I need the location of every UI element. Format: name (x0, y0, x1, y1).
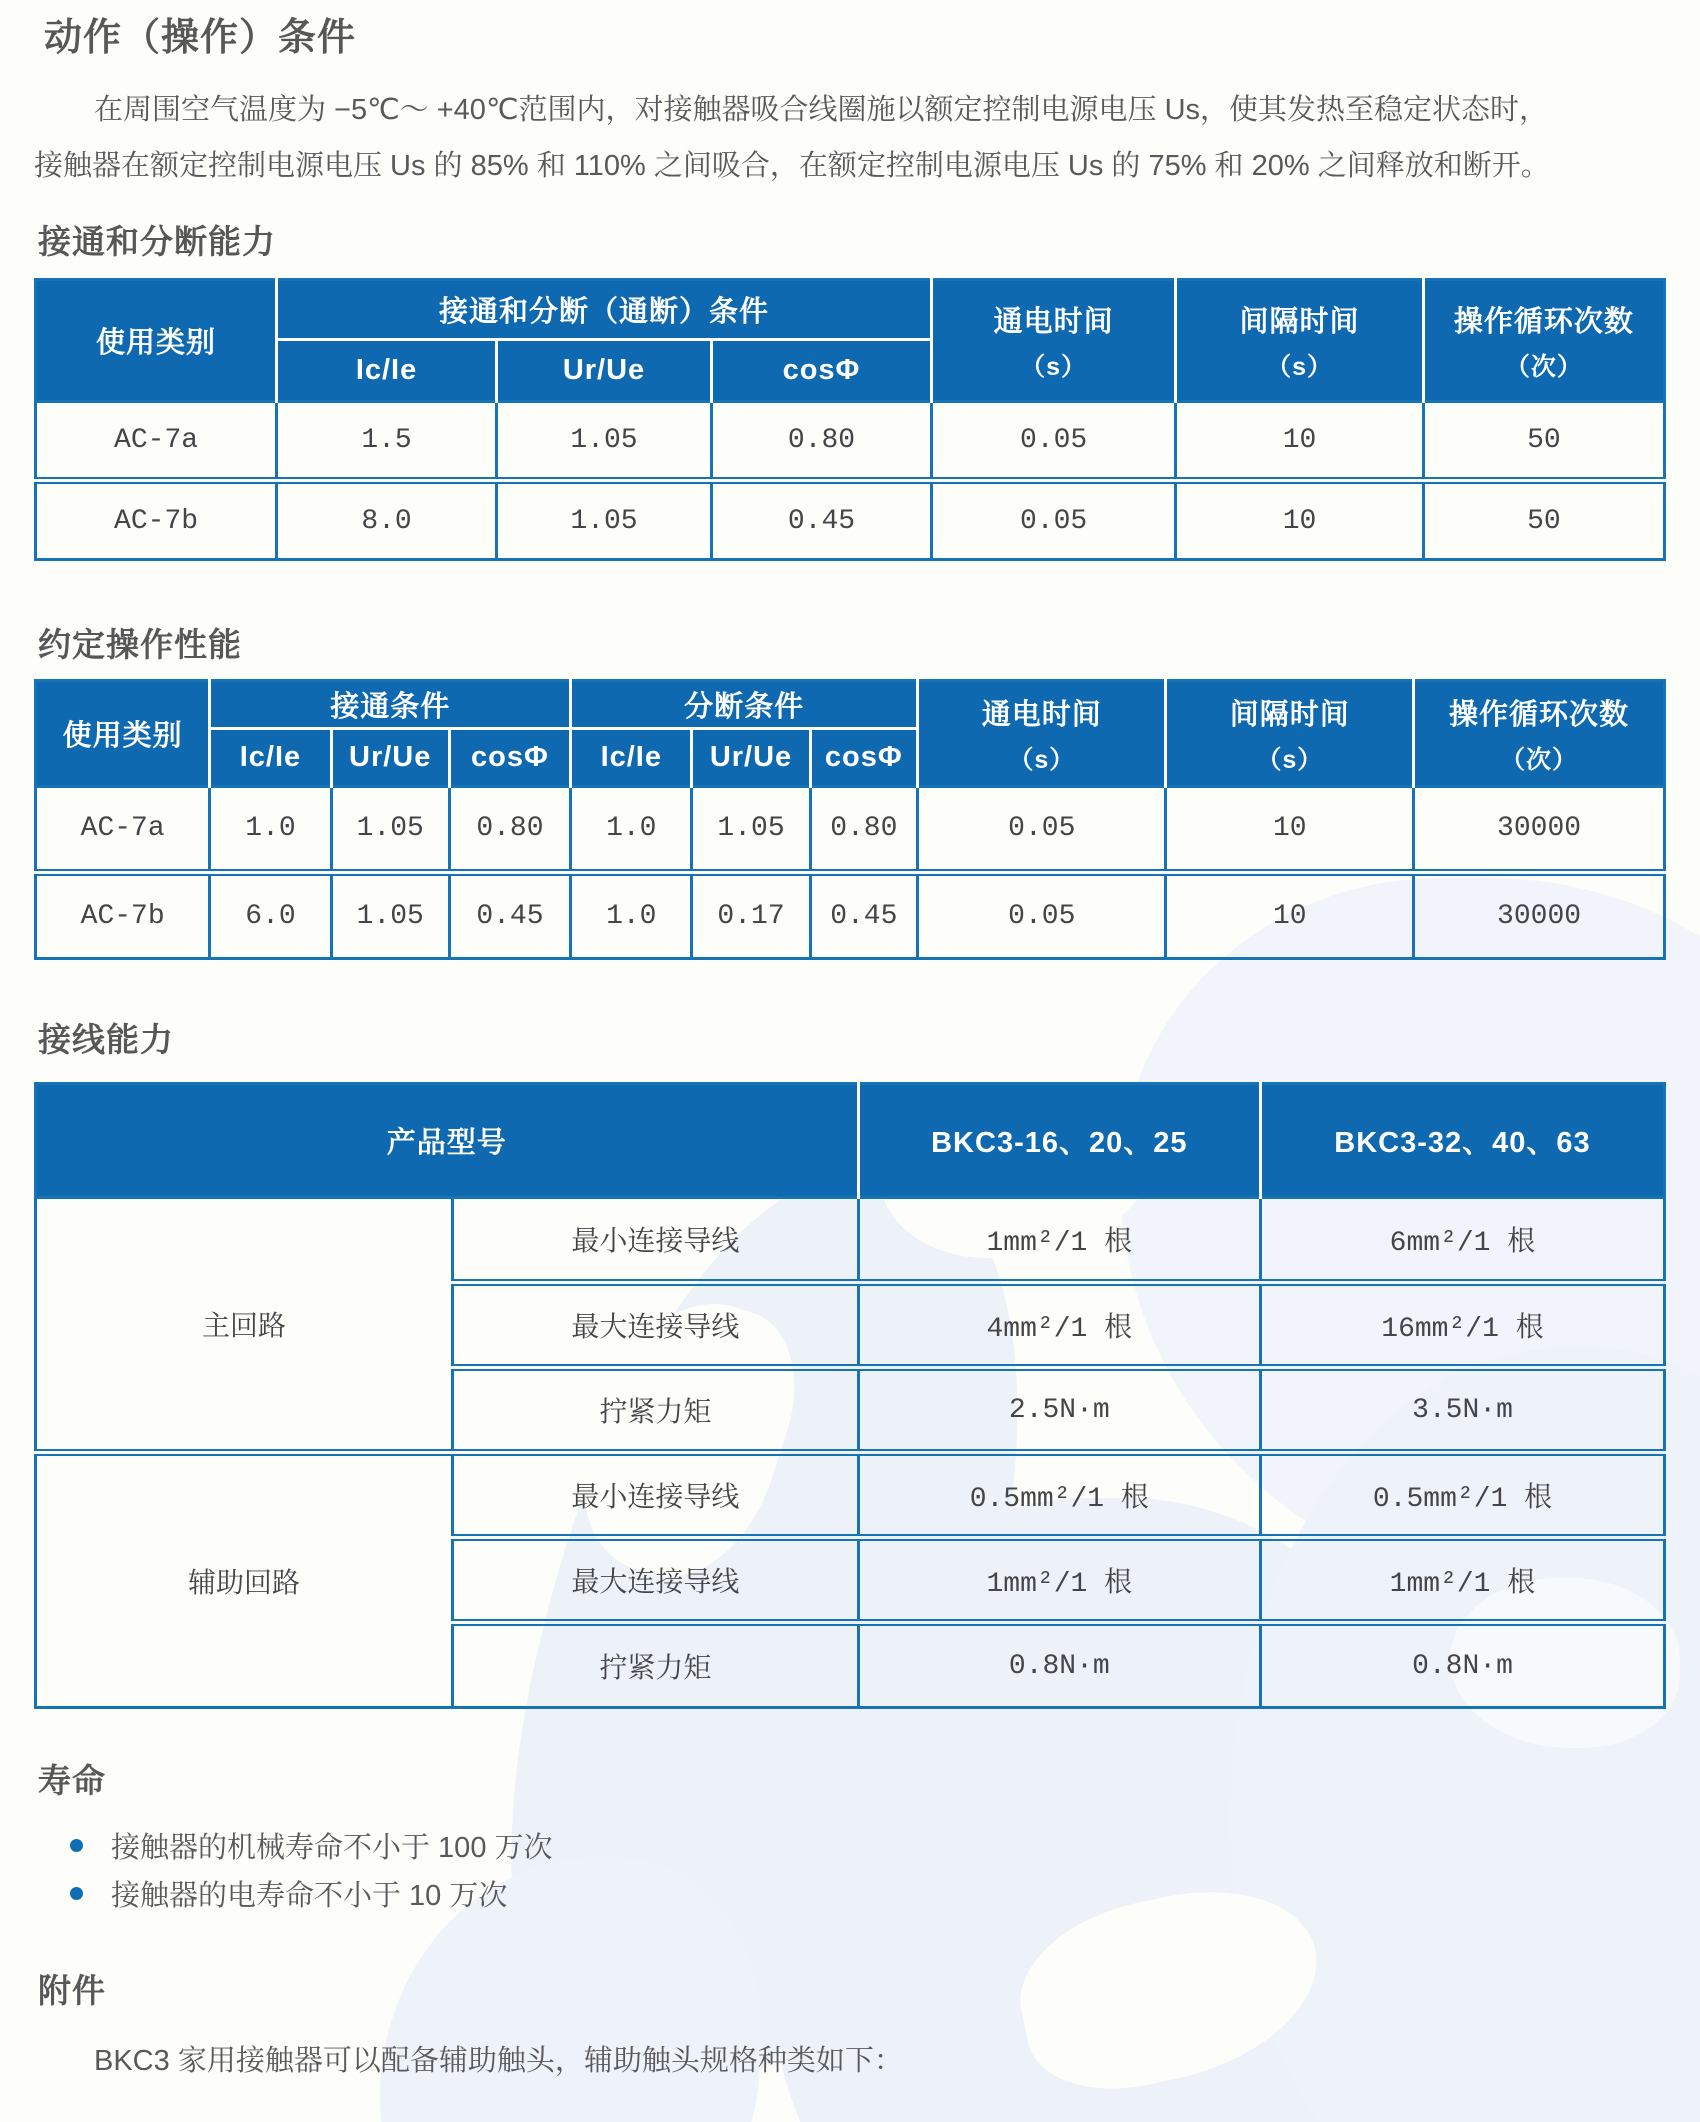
cell-on-time: 0.05 (931, 402, 1175, 481)
intro-line-2: 接触器在额定控制电源电压 Us 的 85% 和 110% 之间吸合，在额定控制电源电压 Us 的 75% 和 20% 之间释放和断开。 (34, 150, 1550, 182)
cell-break-ur-ue: 1.05 (692, 787, 810, 873)
header-cycles-label: 操作循环次数 (1453, 305, 1634, 338)
header-cycles-unit: （次） (1504, 352, 1583, 381)
header-ur-ue: Ur/Ue (496, 340, 711, 402)
header-cycles-unit: （次） (1500, 745, 1579, 774)
list-item (70, 1869, 1666, 1917)
header-interval (1166, 681, 1414, 787)
cell-value-small: 0.8N·m (858, 1623, 1260, 1708)
section-title-accessories: 附件 (38, 1972, 106, 2009)
cell-break-cos-phi: 0.45 (810, 873, 918, 959)
section-title-life: 寿命 (38, 1762, 106, 1799)
header-on-time-unit: （s） (1008, 745, 1076, 774)
table-row (36, 787, 1665, 873)
cell-cycles: 30000 (1414, 787, 1665, 873)
header-on-time-unit: （s） (1020, 352, 1088, 381)
intro-paragraph (34, 82, 1666, 194)
header-on-time-label: 通电时间 (981, 698, 1102, 731)
table-row (36, 1453, 1665, 1538)
table-row (36, 1198, 1665, 1283)
accessories-text: BKC3 家用接触器可以配备辅助触头，辅助触头规格种类如下： (94, 2045, 903, 2077)
cell-value-large: 6mm²/1 根 (1260, 1198, 1664, 1283)
header-break-cos-phi: cosΦ (810, 729, 918, 787)
header-usage-category: 使用类别 (36, 681, 210, 787)
table-row (36, 873, 1665, 959)
list-item (70, 1821, 1666, 1869)
cell-interval: 10 (1166, 873, 1414, 959)
cell-value-large: 3.5N·m (1260, 1368, 1664, 1453)
cell-value-large: 0.5mm²/1 根 (1260, 1453, 1664, 1538)
cell-make-cos-phi: 0.80 (449, 787, 570, 873)
cell-ur-ue: 1.05 (496, 481, 711, 560)
header-usage-category: 使用类别 (36, 280, 277, 402)
header-on-time-label: 通电时间 (993, 305, 1114, 338)
header-on-time (931, 280, 1175, 402)
cell-make-ic-ie: 1.0 (210, 787, 331, 873)
document-page (0, 18, 1700, 2081)
cell-value-large: 1mm²/1 根 (1260, 1538, 1664, 1623)
header-group-conditions: 接通和分断（通断）条件 (277, 280, 932, 340)
cell-on-time: 0.05 (918, 873, 1166, 959)
table-row (36, 481, 1665, 560)
cell-make-ur-ue: 1.05 (331, 787, 449, 873)
section-title-wiring: 接线能力 (38, 1021, 174, 1058)
cell-cycles: 50 (1423, 402, 1664, 481)
header-ic-ie: Ic/Ie (277, 340, 497, 402)
section-title-conventional: 约定操作性能 (38, 626, 242, 663)
cell-cos-phi: 0.45 (712, 481, 932, 560)
page-title: 动作（操作）条件 (44, 17, 357, 59)
cell-cycles: 30000 (1414, 873, 1665, 959)
cell-value-small: 1mm²/1 根 (858, 1538, 1260, 1623)
conventional-performance-table (34, 679, 1666, 960)
cell-row-label: 最小连接导线 (453, 1453, 859, 1538)
cell-value-small: 2.5N·m (858, 1368, 1260, 1453)
cell-row-label: 拧紧力矩 (453, 1623, 859, 1708)
header-make-cos-phi: cosΦ (449, 729, 570, 787)
cell-break-ic-ie: 1.0 (571, 873, 692, 959)
cell-circuit-group: 主回路 (36, 1198, 453, 1453)
cell-category: AC-7b (36, 873, 210, 959)
cell-ur-ue: 1.05 (496, 402, 711, 481)
cell-ic-ie: 1.5 (277, 402, 497, 481)
header-product-model: 产品型号 (36, 1084, 859, 1198)
bullet-text: 接触器的电寿命不小于 10 万次 (111, 1879, 508, 1912)
cell-interval: 10 (1176, 402, 1424, 481)
section-title-making-breaking: 接通和分断能力 (38, 223, 276, 260)
bullet-dot-icon (70, 1887, 83, 1900)
making-breaking-table (34, 278, 1666, 561)
cell-row-label: 最大连接导线 (453, 1283, 859, 1368)
cell-interval: 10 (1176, 481, 1424, 560)
cell-make-ur-ue: 1.05 (331, 873, 449, 959)
header-break-ic-ie: Ic/Ie (571, 729, 692, 787)
cell-row-label: 拧紧力矩 (453, 1368, 859, 1453)
header-interval-label: 间隔时间 (1239, 305, 1360, 338)
cell-cycles: 50 (1423, 481, 1664, 560)
cell-break-ic-ie: 1.0 (571, 787, 692, 873)
cell-category: AC-7a (36, 402, 277, 481)
cell-row-label: 最大连接导线 (453, 1538, 859, 1623)
header-model-large: BKC3-32、40、63 (1260, 1084, 1664, 1198)
header-cycles (1423, 280, 1664, 402)
header-model-small: BKC3-16、20、25 (858, 1084, 1260, 1198)
header-make-group: 接通条件 (210, 681, 571, 729)
cell-break-cos-phi: 0.80 (810, 787, 918, 873)
cell-category: AC-7a (36, 787, 210, 873)
cell-value-small: 4mm²/1 根 (858, 1283, 1260, 1368)
header-interval-unit: （s） (1256, 745, 1324, 774)
cell-row-label: 最小连接导线 (453, 1198, 859, 1283)
cell-break-ur-ue: 0.17 (692, 873, 810, 959)
cell-interval: 10 (1166, 787, 1414, 873)
header-cycles-label: 操作循环次数 (1449, 698, 1630, 731)
life-bullet-list (34, 1821, 1666, 1917)
header-cos-phi: cosΦ (712, 340, 932, 402)
cell-value-small: 0.5mm²/1 根 (858, 1453, 1260, 1538)
cell-value-small: 1mm²/1 根 (858, 1198, 1260, 1283)
intro-line-1: 在周围空气温度为 −5℃～ +40℃范围内，对接触器吸合线圈施以额定控制电源电压 Us，使其发热至稳定状态时， (94, 94, 1549, 126)
cell-on-time: 0.05 (931, 481, 1175, 560)
cell-make-cos-phi: 0.45 (449, 873, 570, 959)
cell-make-ic-ie: 6.0 (210, 873, 331, 959)
cell-value-large: 16mm²/1 根 (1260, 1283, 1664, 1368)
header-cycles (1414, 681, 1665, 787)
table-row (36, 402, 1665, 481)
header-make-ur-ue: Ur/Ue (331, 729, 449, 787)
header-on-time (918, 681, 1166, 787)
cell-circuit-group: 辅助回路 (36, 1453, 453, 1708)
cell-category: AC-7b (36, 481, 277, 560)
header-interval (1176, 280, 1424, 402)
cell-on-time: 0.05 (918, 787, 1166, 873)
header-interval-unit: （s） (1266, 352, 1333, 381)
header-interval-label: 间隔时间 (1229, 698, 1350, 731)
header-break-group: 分断条件 (571, 681, 918, 729)
bullet-dot-icon (70, 1839, 83, 1852)
cell-ic-ie: 8.0 (277, 481, 497, 560)
cell-value-large: 0.8N·m (1260, 1623, 1664, 1708)
wiring-capacity-table (34, 1082, 1666, 1709)
bullet-text: 接触器的机械寿命不小于 100 万次 (111, 1831, 553, 1864)
header-make-ic-ie: Ic/Ie (210, 729, 331, 787)
cell-cos-phi: 0.80 (712, 402, 932, 481)
header-break-ur-ue: Ur/Ue (692, 729, 810, 787)
